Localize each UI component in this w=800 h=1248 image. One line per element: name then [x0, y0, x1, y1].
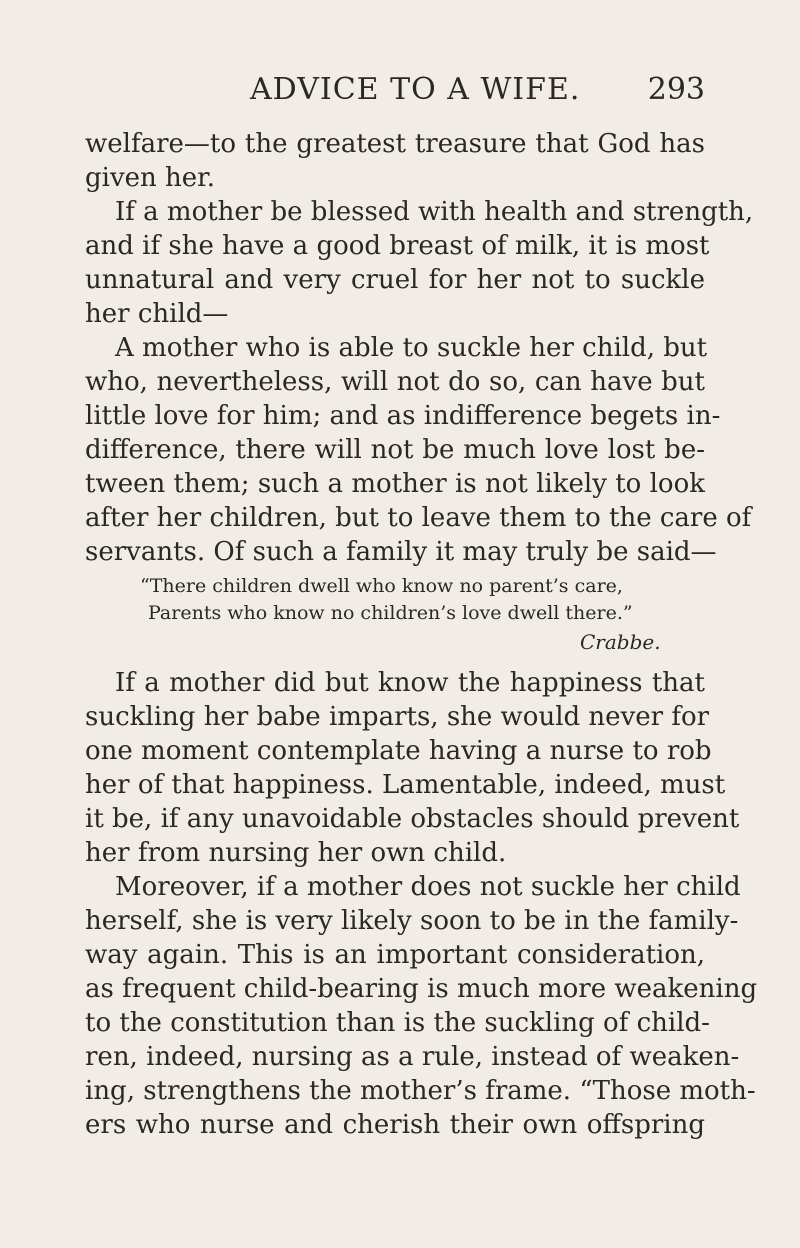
quote-line-1: “There children dwell who know no parent’s care, [140, 575, 623, 597]
running-head: ADVICE TO A WIFE. [250, 72, 581, 107]
body-line: little love for him; and as indifference begets in- [85, 401, 721, 431]
body-line: unnatural and very cruel for her not to suckle [85, 265, 705, 295]
body-line: herself, she is very likely soon to be in the family- [85, 906, 739, 936]
body-line: to the constitution than is the suckling of child- [85, 1008, 710, 1038]
body-line: one moment contemplate having a nurse to rob [85, 736, 712, 766]
page-number: 293 [647, 72, 705, 107]
body-line: and if she have a good breast of milk, it is most [85, 231, 710, 261]
body-line: her child— [85, 299, 229, 329]
body-line: way again. This is an important consideration, [85, 940, 705, 970]
paragraph-first-line: Moreover, if a mother does not suckle her child [115, 872, 741, 902]
body-line: servants. Of such a family it may truly be said— [85, 537, 717, 567]
quote-attribution: Crabbe. [580, 630, 661, 654]
body-line: suckling her babe imparts, she would never for [85, 702, 710, 732]
body-line: difference, there will not be much love lost be- [85, 435, 705, 465]
body-line: her from nursing her own child. [85, 838, 507, 868]
body-line: welfare—to the greatest treasure that God has [85, 129, 705, 159]
quote-line-2: Parents who know no children’s love dwell there.” [148, 602, 633, 624]
body-line: it be, if any unavoidable obstacles should prevent [85, 804, 740, 834]
body-line: who, nevertheless, will not do so, can have but [85, 367, 705, 397]
paragraph-first-line: If a mother did but know the happiness that [115, 668, 705, 698]
body-line: tween them; such a mother is not likely to look [85, 469, 705, 499]
paragraph-first-line: A mother who is able to suckle her child, but [115, 333, 708, 363]
page-header [250, 72, 705, 112]
body-line: given her. [85, 163, 216, 193]
body-line: ers who nurse and cherish their own offspring [85, 1110, 705, 1140]
body-line: ren, indeed, nursing as a rule, instead of weaken- [85, 1042, 740, 1072]
body-line: after her children, but to leave them to the care of [85, 503, 752, 533]
body-line: her of that happiness. Lamentable, indeed, must [85, 770, 726, 800]
body-line: ing, strengthens the mother’s frame. “Those moth- [85, 1076, 756, 1106]
paragraph-first-line: If a mother be blessed with health and strength, [115, 197, 754, 227]
body-line: as frequent child-bearing is much more weakening [85, 974, 758, 1004]
